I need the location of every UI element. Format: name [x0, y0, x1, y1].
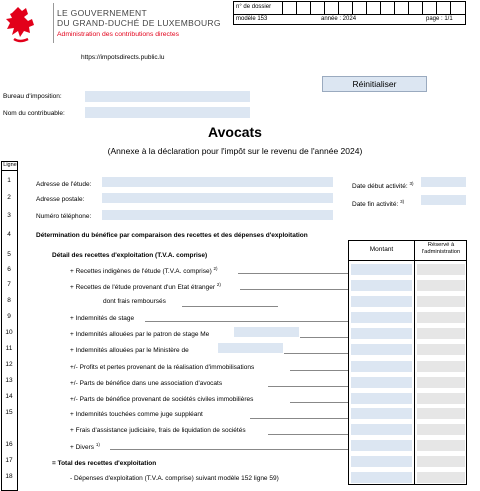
leader-line — [145, 321, 348, 322]
montant-input[interactable] — [351, 408, 412, 419]
leader-line — [268, 386, 348, 387]
leader-line — [290, 402, 348, 403]
line-number: 14 — [5, 393, 13, 400]
leader-line — [238, 273, 348, 274]
montant-input[interactable] — [351, 312, 412, 323]
line-number: 8 — [7, 297, 11, 304]
row-label: +/- Parts de bénéfice provenant de sociétés civiles immobilières — [70, 396, 254, 403]
row-label: + Indemnités touchées comme juge suppléant — [70, 411, 203, 418]
adresse-postale-label: Adresse postale: — [36, 196, 85, 203]
row-label: +/- Parts de bénéfice dans une association d'avocats — [70, 380, 223, 387]
leader-line — [284, 353, 348, 354]
date-debut-label: Date début activité: $^{3)}$ — [352, 181, 414, 191]
montant-input[interactable] — [351, 440, 412, 451]
logo-line-1: LE GOUVERNEMENT — [57, 8, 147, 18]
ministere-input[interactable] — [218, 343, 283, 353]
line-number: 18 — [5, 473, 13, 480]
line-number: 1 — [7, 177, 11, 184]
luxembourg-lion-logo — [2, 5, 38, 45]
page-subtitle: (Annexe à la déclaration pour l'impôt sur le revenu de l'année 2024) — [107, 146, 363, 156]
montant-input[interactable] — [351, 456, 412, 467]
website-url: https://impotsdirects.public.lu — [81, 54, 165, 61]
line-number: 11 — [5, 345, 13, 352]
date-debut-input[interactable] — [421, 177, 466, 187]
reset-button-label: Réinitialiser — [352, 79, 397, 89]
page-title: Avocats — [208, 124, 262, 140]
dossier-label: n° de dossier — [236, 4, 272, 10]
logo-line-3: Administration des contributions directes — [57, 31, 180, 38]
patron-stage-input[interactable] — [234, 327, 299, 337]
line-number: 10 — [5, 329, 13, 336]
montant-input[interactable] — [351, 344, 412, 355]
row-label: + Divers $^{1)}$ — [70, 442, 100, 452]
reserve-cell — [417, 344, 465, 355]
page-label: page : 1/1 — [426, 16, 453, 22]
reserve-cell — [417, 456, 465, 467]
row-label: + Indemnités de stage — [70, 315, 135, 322]
telephone-label: Numéro téléphone: — [36, 213, 92, 220]
reserve-cell — [417, 296, 465, 307]
reserve-cell — [417, 440, 465, 451]
montant-header: Montant — [369, 246, 394, 253]
line-number: 13 — [5, 377, 13, 384]
line-number: 7 — [7, 281, 11, 288]
row-label: + Recettes indigènes de l'étude (T.V.A. comprise) $^{2)}$ — [70, 266, 218, 276]
reserve-cell — [417, 312, 465, 323]
leader-line — [250, 418, 348, 419]
reserve-cell — [417, 328, 465, 339]
row-label: + Indemnités allouées par le Ministère de — [70, 347, 189, 354]
annee-label: année : 2024 — [321, 16, 357, 22]
line-number: 5 — [7, 251, 11, 258]
date-fin-label: Date fin activité: $^{3)}$ — [352, 199, 405, 209]
contribuable-input[interactable] — [85, 107, 250, 118]
reset-button[interactable] — [322, 76, 427, 92]
leader-line — [300, 337, 348, 338]
logo-line-2: DU GRAND-DUCHÉ DE LUXEMBOURG — [57, 18, 221, 28]
line-number: 12 — [5, 361, 13, 368]
reserve-cell — [417, 377, 465, 388]
detail-title: Détail des recettes d'exploitation (T.V.A. comprise) — [52, 252, 208, 259]
reserve-cell — [417, 408, 465, 419]
line-number: 15 — [5, 409, 13, 416]
montant-input[interactable] — [351, 328, 412, 339]
row-label: + Frais d'assistance judiciaire, frais de liquidation de sociétés — [70, 427, 246, 434]
reserve-cell — [417, 472, 465, 483]
bureau-input[interactable] — [85, 91, 250, 102]
section-title: Détermination du bénéfice par comparaison des recettes et des dépenses d'exploitation — [36, 232, 308, 239]
row-label: + Indemnités allouées par le patron de stage Me — [70, 331, 210, 338]
adresse-etude-label: Adresse de l'étude: — [36, 181, 92, 188]
leader-line — [290, 370, 348, 371]
montant-input[interactable] — [351, 472, 412, 483]
montant-input[interactable] — [351, 377, 412, 388]
reserve-cell — [417, 393, 465, 404]
leader-line — [110, 449, 348, 450]
row-label: + Recettes de l'étude provenant d'un Etat étranger $^{2)}$ — [70, 282, 221, 292]
reserve-cell — [417, 424, 465, 435]
adresse-etude-input[interactable] — [102, 177, 333, 187]
montant-input[interactable] — [351, 393, 412, 404]
dossier-box — [233, 1, 466, 25]
telephone-input[interactable] — [102, 210, 333, 220]
reserve-header: Réservé à l'administration — [421, 242, 461, 255]
montant-input[interactable] — [351, 296, 412, 307]
line-number: 9 — [7, 313, 11, 320]
line-number: 17 — [5, 457, 13, 464]
ligne-header: Ligne — [3, 162, 17, 168]
row-label: - Dépenses d'exploitation (T.V.A. comprise) suivant modèle 152 ligne 59) — [70, 475, 279, 482]
leader-line — [268, 434, 348, 435]
contribuable-label: Nom du contribuable: — [3, 110, 65, 117]
logo-divider — [53, 3, 54, 43]
line-number: 16 — [5, 441, 13, 448]
line-number: 6 — [7, 266, 11, 273]
reserve-cell — [417, 264, 465, 275]
leader-line — [240, 289, 348, 290]
montant-input[interactable] — [351, 361, 412, 372]
dossier-number-cells[interactable] — [282, 2, 466, 14]
date-fin-input[interactable] — [421, 195, 466, 205]
line-number: 4 — [7, 231, 11, 238]
adresse-postale-input[interactable] — [102, 193, 333, 203]
line-number: 3 — [7, 212, 11, 219]
row-label: dont frais remboursés — [103, 298, 166, 305]
row-label: +/- Profits et pertes provenant de la réalisation d'immobilisations — [70, 364, 255, 371]
montant-input[interactable] — [351, 280, 412, 291]
montant-input[interactable] — [351, 264, 412, 275]
reserve-cell — [417, 361, 465, 372]
frais-rembourses-line — [182, 306, 278, 307]
row-label: = Total des recettes d'exploitation — [52, 460, 157, 467]
line-number: 2 — [7, 194, 11, 201]
bureau-label: Bureau d'imposition: — [3, 93, 62, 100]
montant-input[interactable] — [351, 424, 412, 435]
reserve-cell — [417, 280, 465, 291]
modele-label: modèle 153 — [236, 16, 268, 22]
